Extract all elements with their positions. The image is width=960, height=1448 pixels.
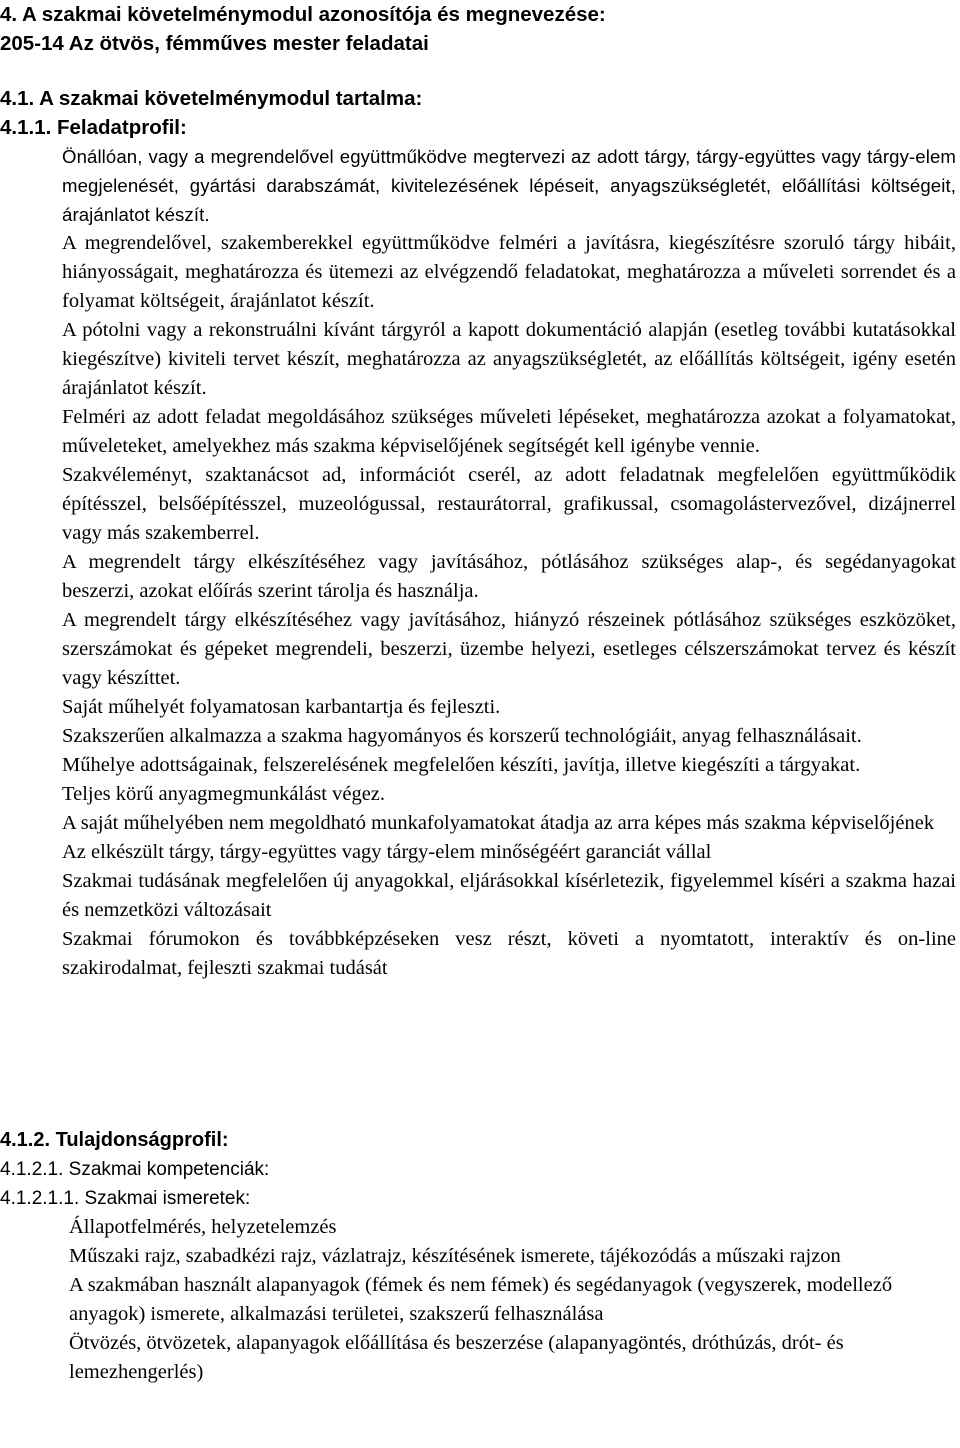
content-heading: 4.1. A szakmai követelménymodul tartalma: bbox=[0, 87, 423, 110]
task-paragraph: Műhelye adottságainak, felszerelésének megfelelően készíti, javítja, illetve kiegészíti a tárgyakat. bbox=[62, 754, 861, 776]
task-paragraph: Az elkészült tárgy, tárgy-együttes vagy tárgy-elem minőségéért garanciát vállal bbox=[62, 841, 712, 863]
task-paragraph: Önállóan, vagy a megrendelővel együttműködve megtervezi az adott tárgy, tárgy-együttes vagy tárgy-elem megjelenését, gyártási darabszámát, kivitelezésének lépéseit, anyagszükségletét, előállítási költségeit, árajánlatot készít. bbox=[62, 146, 956, 225]
task-paragraph: Teljes körű anyagmegmunkálást végez. bbox=[62, 783, 386, 805]
task-paragraph: Szakmai tudásának megfelelően új anyagokkal, eljárásokkal kísérletezik, figyelemmel kíséri a szakma hazai és nemzetközi változásait bbox=[62, 870, 956, 921]
task-paragraph: Szakmai fórumokon és továbbképzéseken vesz részt, követi a nyomtatott, interaktív és on-line szakirodalmat, fejleszti szakmai tudását bbox=[62, 928, 956, 979]
task-paragraph: A megrendelt tárgy elkészítéséhez vagy javításához, hiányzó részeinek pótlásához szükséges eszközöket, szerszámokat és gépeket megrendeli, beszerzi, üzembe helyezi, esetleges célszerszámokat tervez és készít vagy készíttet. bbox=[62, 609, 956, 689]
task-paragraph: A megrendelővel, szakemberekkel együttműködve felméri a javításra, kiegészítésre szoruló tárgy hibáit, hiányosságait, meghatározza és ütemezi az elvégzendő feladatokat, meghatározza a műveleti sorrendet és a folyamat költségeit, árajánlatot készít. bbox=[62, 232, 956, 312]
knowledge-list bbox=[69, 1213, 949, 1387]
task-paragraph: Szakvéleményt, szaktanácsot ad, információt cserél, az adott feladatnak megfelelően együttműködik építésszel, belsőépítésszel, muzeológussal, restaurátorral, grafikussal, csomagolástervezővel, dizájnerrel vagy más szakemberrel. bbox=[62, 464, 956, 544]
task-paragraph: A saját műhelyében nem megoldható munkafolyamatokat átadja az arra képes más szakma képviselőjének bbox=[62, 812, 935, 834]
task-paragraph: Saját műhelyét folyamatosan karbantartja és fejleszti. bbox=[62, 696, 501, 718]
task-paragraph: A pótolni vagy a rekonstruálni kívánt tárgyról a kapott dokumentáció alapján (esetleg további kutatásokkal kiegészítve) kiviteli tervet készít, meghatározza az anyagszükségletét, az előállítás költségeit, igény esetén árajánlatot készít. bbox=[62, 319, 956, 399]
task-paragraph: Felméri az adott feladat megoldásához szükséges műveleti lépéseket, meghatározza azokat a folyamatokat, műveleteket, amelyekhez más szakma képviselőjének segítségét kell igénybe vennie. bbox=[62, 406, 956, 457]
property-profile-heading: 4.1.2. Tulajdonságprofil: bbox=[0, 1129, 229, 1151]
module-heading-line1: 4. A szakmai követelménymodul azonosítója és megnevezése: bbox=[0, 3, 606, 26]
knowledge-item: Műszaki rajz, szabadkézi rajz, vázlatrajz, készítésének ismerete, tájékozódás a műszaki rajzon bbox=[69, 1245, 841, 1267]
knowledge-item: A szakmában használt alapanyagok (fémek és nem fémek) és segédanyagok (vegyszerek, modellező anyagok) ismerete, alkalmazási területei, szakszerű felhasználása bbox=[69, 1274, 893, 1325]
task-paragraph: Szakszerűen alkalmazza a szakma hagyományos és korszerű technológiáit, anyag felhasználásait. bbox=[62, 725, 862, 747]
task-profile-text bbox=[62, 142, 956, 983]
knowledge-item: Ötvözés, ötvözetek, alapanyagok előállítása és beszerzése (alapanyagöntés, dróthúzás, drót- és lemezhengerlés) bbox=[69, 1332, 844, 1383]
knowledge-heading: 4.1.2.1.1. Szakmai ismeretek: bbox=[0, 1188, 251, 1209]
competencies-heading: 4.1.2.1. Szakmai kompetenciák: bbox=[0, 1159, 270, 1180]
task-profile-heading: 4.1.1. Feladatprofil: bbox=[0, 116, 187, 139]
knowledge-item: Állapotfelmérés, helyzetelemzés bbox=[69, 1216, 337, 1238]
module-heading-line2: 205-14 Az ötvös, fémműves mester feladatai bbox=[0, 32, 429, 55]
task-paragraph: A megrendelt tárgy elkészítéséhez vagy javításához, pótlásához szükséges alap-, és segédanyagokat beszerzi, azokat előírás szerint tárolja és használja. bbox=[62, 551, 956, 602]
